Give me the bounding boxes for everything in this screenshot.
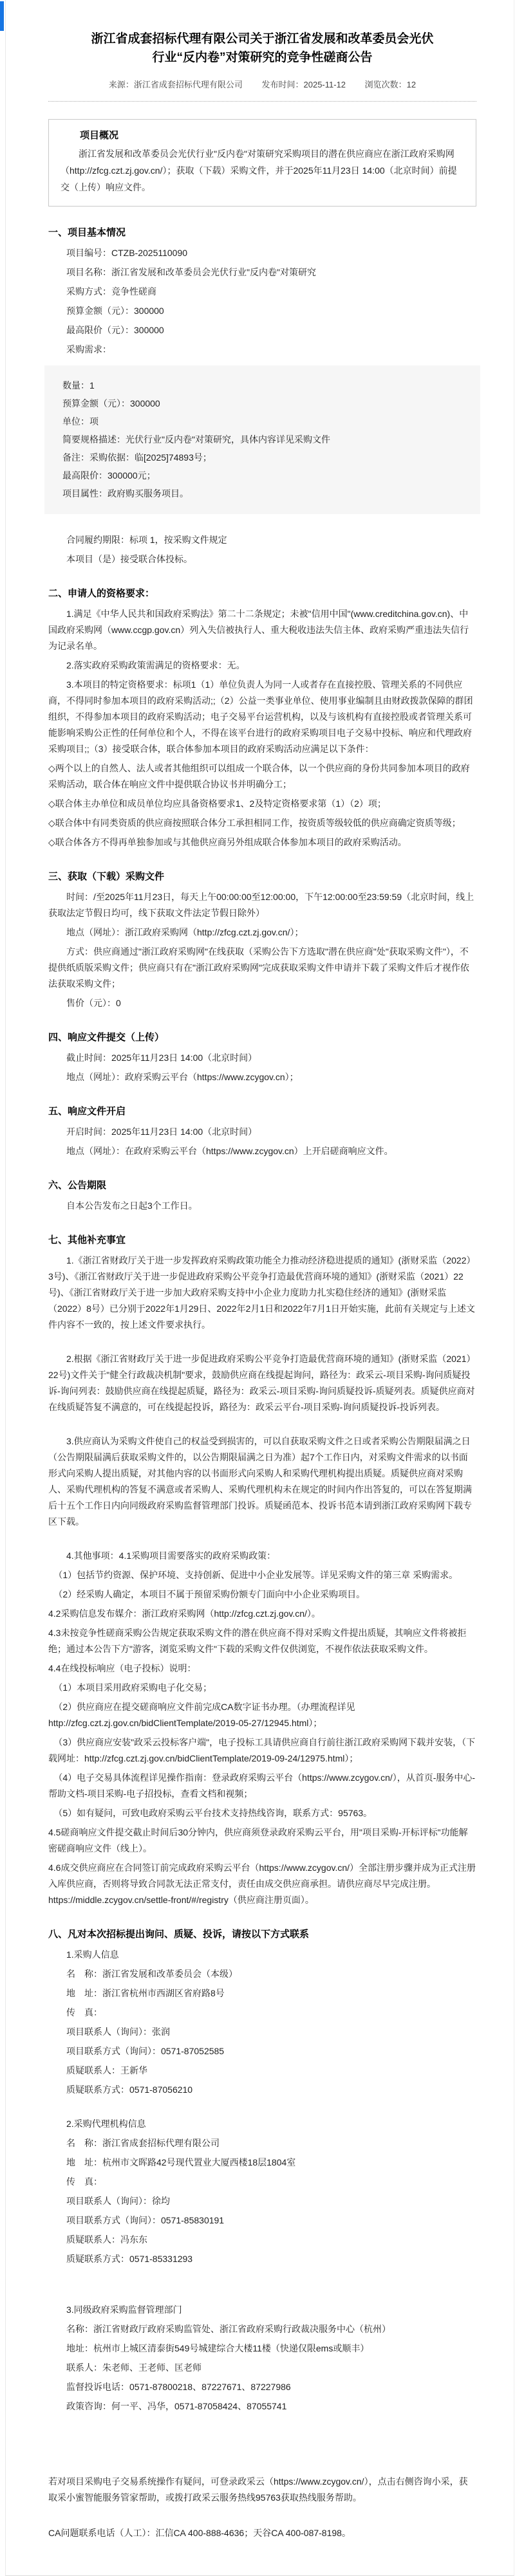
paragraph: 4.4在线投标响应（电子投标）说明： — [48, 1662, 196, 1673]
section-heading: 一、项目基本情况 — [48, 226, 126, 238]
paragraph: 1.《浙江省财政厅关于进一步发挥政府采购政策功能全力推动经济稳进提质的通知》(浙财采监（2022）3号)、《浙江省财政厅关于进一步促进政府采购公平竞争打造最优营商环境的通知》(浙财采监（2021）22号)、《浙江省财政厅关于进一步加大政府采购支持中小企业力度助力扎实稳住经济的通知》(浙财采监（2022）8号）已分别于2022年1月29日、2022年2月1日和2022年7月1日开始实施，此前有关规定与上述文件内容不一致的，按上述文件要求执行。 — [48, 1255, 476, 1330]
requirement-panel — [44, 365, 480, 514]
paragraph: 传 真： — [66, 2176, 102, 2187]
paragraph: ◇联合体各方不得再单独参加或与其他供应商另外组成联合体参加本项目的政府采购活动。 — [48, 836, 407, 847]
paragraph: 质疑联系人：冯东东 — [66, 2234, 147, 2245]
paragraph: 名 称：浙江省发展和改革委员会（本级） — [66, 1968, 238, 1979]
panel-line: 预算金额（元）：300000 — [62, 398, 160, 409]
paragraph: 截止时间：2025年11月23日 14:00（北京时间） — [66, 1052, 258, 1063]
paragraph: 4.5磋商响应文件提交截止时间后30分钟内，供应商须登录政府采购云平台，用"项目采购-开标评标"功能解密磋商响应文件（线上）。 — [48, 1826, 468, 1854]
paragraph: 地点（网址）：在政府采购云平台（https://www.zcygov.cn）上开启磋商响应文件。 — [66, 1145, 393, 1156]
paragraph: 2.采购代理机构信息 — [66, 2118, 146, 2129]
section-heading: 八、凡对本次招标提出询问、质疑、投诉，请按以下方式联系 — [48, 1928, 310, 1940]
accent-bar — [0, 1, 4, 31]
paragraph: ◇两个以上的自然人、法人或者其他组织可以组成一个联合体，以一个供应商的身份共同参加本项目的政府采购活动，联合体在响应文件中提供联合协议书并明确分工； — [48, 762, 470, 789]
paragraph: 4.其他事项：4.1采购项目需要落实的政府采购政策： — [66, 1550, 276, 1561]
section — [48, 586, 476, 851]
paragraph: 项目联系人（询问）：徐均 — [66, 2195, 170, 2206]
paragraph: （2）供应商应在提交磋商响应文件前完成CA数字证书办理。（办理流程详见http://zfcg.czt.zj.gov.cn/bidClientTemplate/2019-05-27/12945.html）； — [48, 1701, 355, 1728]
paragraph: 2.根据《浙江省财政厅关于进一步促进政府采购公平竞争打造最优营商环境的通知》(浙财采监（2021）22号)文件关于"健全行政裁决机制"要求，鼓励供应商在线提起询问，路径为：政采云-项目采购-询问质疑投诉-询问列表：鼓励供应商在线提起质疑，路径为：政采云-项目采购-询问质疑投诉-质疑列表。质疑供应商对在线质疑答复不满意的，可在线提起投诉，路径为：政采云平台-项目采购-询问质疑投诉-投诉列表。 — [48, 1353, 476, 1412]
paragraph: 地 址：杭州市文晖路42号现代置业大厦西楼18层1804室 — [66, 2157, 296, 2167]
paragraph: 名称：浙江省财政厅政府采购监管处、浙江省政府采购行政裁决服务中心（杭州） — [66, 2323, 391, 2334]
paragraph: （4）电子交易具体流程详见操作指南：登录政府采购云平台（https://www.zcygov.cn/），从首页-服务中心-帮助文档-项目采购-电子招投标，查看文档和视频； — [48, 1772, 476, 1799]
paragraph: 质疑联系人：王新华 — [66, 2065, 147, 2075]
meta-publish-date: 发布时间：2025-11-12 — [261, 79, 346, 89]
paragraph: 预算金额（元）：300000 — [66, 305, 164, 316]
paragraph: 3.本项目的特定资格要求：标项1（1）单位负责人为同一人或者存在直接控股、管理关系的不同供应商，不得同时参加本项目的政府采购活动;;（2）公益一类事业单位、使用事业编制且由财政拨款保障的群团组织，不得参加本项目的政府采购活动；电子交易平台运营机构，以及与该机构有直接控股或者管理关系可能影响采购公正性的任何单位和个人，不得在该平台进行的政府采购项目电子交易中投标、响应和代理政府采购项目;;（3）接受联合体，联合体参加本项目的政府采购活动应满足以下条件： — [48, 679, 473, 754]
paragraph: （1）包括节约资源、保护环境、支持创新、促进中小企业发展等。详见采购文件的第三章 采购需求。 — [53, 1569, 458, 1580]
project-overview-box — [48, 119, 476, 207]
meta-line — [48, 78, 476, 90]
paragraph: 项目联系方式（询问）：0571-85830191 — [66, 2214, 225, 2225]
paragraph: 项目编号：CTZB-2025110090 — [66, 247, 188, 258]
section — [48, 1927, 476, 2415]
overview-heading: 项目概况 — [80, 129, 119, 141]
paragraph: 项目名称：浙江省发展和改革委员会光伏行业"反内卷"对策研究 — [66, 266, 316, 277]
paragraph: 采购方式：竞争性磋商 — [66, 286, 156, 297]
paragraph: 质疑联系方式：0571-85331293 — [66, 2253, 193, 2264]
paragraph: 项目联系人（询问）：张润 — [66, 2026, 170, 2037]
paragraph: 合同履约期限：标项 1，按采购文件规定 — [66, 534, 227, 545]
paragraph: （5）如有疑问，可致电政府采购云平台技术支持热线咨询，联系方式：95763。 — [53, 1807, 373, 1818]
paragraph: 地 址：浙江省杭州市西湖区省府路8号 — [66, 1987, 225, 1998]
announcement-page — [5, 0, 514, 2576]
paragraph: 1.采购人信息 — [66, 1949, 119, 1960]
section — [48, 1030, 476, 1085]
dotted-divider — [48, 101, 476, 102]
paragraph: 售价（元）：0 — [66, 997, 121, 1008]
page-title: 浙江省成套招标代理有限公司关于浙江省发展和改革委员会光伏行业“反内卷”对策研究的竞争性磋商公告 — [91, 32, 434, 65]
paragraph: 1.满足《中华人民共和国政府采购法》第二十二条规定；未被"信用中国"(www.creditchina.gov.cn)、中国政府采购网（www.ccgp.gov.cn）列入失信被执行人、重大税收违法失信主体、政府采购严重违法失信行为记录名单。 — [48, 608, 469, 651]
section-heading: 四、响应文件提交（上传） — [48, 1031, 165, 1043]
paragraph: 3.供应商认为采购文件使自己的权益受到损害的，可以自获取采购文件之日或者采购公告期限届满之日（公告期限届满后获取采购文件的，以公告期限届满之日为准）起7个工作日内，对采购文件需求的以书面形式向采购人提出质疑，对其他内容的以书面形式向采购人和采购代理机构提出质疑。质疑供应商对采购人、采购代理机构的答复不满意或者采购人、采购代理机构未在规定的时间内作出答复的，可以在答复期满后十五个工作日内向同级政府采购监督管理部门投诉。质疑函范本、投诉书范本请到浙江政府采购网下载专区下载。 — [48, 1435, 472, 1527]
section-heading: 七、其他补充事宜 — [48, 1234, 126, 1246]
paragraph: 方式：供应商通过"浙江政府采购网"在线获取（采购公告下方选取"潜在供应商"处"获取采购文件"），不提供纸质版采购文件；供应商只有在"浙江政府采购网"完成获取采购文件申请并下载了采购文件后才视作依法获取采购文件； — [48, 946, 469, 989]
paragraph: 传 真： — [66, 2007, 102, 2018]
paragraph: 采购需求： — [66, 344, 111, 354]
paragraph: 2.落实政府采购政策需满足的资格要求：无。 — [66, 659, 245, 670]
panel-line: 项目属性：政府购买服务项目。 — [62, 488, 189, 499]
paragraph: 名 称：浙江省成套招标代理有限公司 — [66, 2137, 220, 2148]
section — [48, 1233, 476, 1908]
paragraph: ◇联合体中有同类资质的供应商按照联合体分工承担相同工作，按资质等级较低的供应商确定资质等级； — [48, 817, 461, 828]
panel-line: 单位：项 — [62, 416, 98, 427]
paragraph: 时间：/至2025年11月23日，每天上午00:00:00至12:00:00，下午12:00:00至23:59:59（北京时间，线上获取法定节假日均可，线下获取文件法定节假日除外） — [48, 891, 474, 918]
section — [48, 1178, 476, 1214]
section-heading: 二、申请人的资格要求： — [48, 587, 155, 599]
paragraph: 地址：杭州市上城区清泰街549号城建综合大楼11楼（快递仅限ems或顺丰） — [66, 2342, 370, 2353]
paragraph: （3）供应商应安装"政采云投标客户端"，电子投标工具请供应商自行前往浙江政府采购网下载并安装，（下载网址：http://zfcg.czt.zj.gov.cn/bidClientTemplate/2019-09-24/12975.html）； — [48, 1736, 476, 1763]
panel-line: 备注：采购依据：临[2025]74893号； — [62, 452, 212, 463]
paragraph: 监督投诉电话：0571-87800218、87227671、87227986 — [66, 2381, 291, 2392]
footer-note-help: 若对项目采购电子交易系统操作有疑问，可登录政采云（https://www.zcygov.cn/），点击右侧咨询小采，获取采小蜜智能服务管家帮助，或拨打政采云服务热线95763获取热线服务帮助。 — [48, 2476, 468, 2503]
paragraph: 地点（网址）：政府采购云平台（https://www.zcygov.cn）； — [66, 1071, 299, 1082]
paragraph: ◇联合体主办单位和成员单位均应具备资格要求1、2及特定资格要求第（1）（2）项； — [48, 798, 386, 809]
section-heading: 六、公告期限 — [48, 1179, 107, 1191]
paragraph: 地点（网址）：浙江政府采购网（http://zfcg.czt.zj.gov.cn/）； — [66, 926, 304, 937]
section-heading: 三、获取（下载）采购文件 — [48, 870, 165, 882]
paragraph: 4.3未按竞争性磋商采购公告规定获取采购文件的潜在供应商不得对采购文件提出质疑，其响应文件将被拒绝；通过本公告下方"游客，浏览采购文件"下载的采购文件仅供浏览，不视作依法获取采购文件。 — [48, 1627, 467, 1654]
paragraph: 联系人：朱老师、王老师、匡老师 — [66, 2362, 201, 2373]
paragraph: 质疑联系方式：0571-87056210 — [66, 2084, 193, 2095]
document-sections — [48, 225, 476, 2415]
panel-line: 简要规格描述：光伏行业"反内卷"对策研究，具体内容详见采购文件 — [62, 434, 330, 445]
footer-notes — [48, 2474, 476, 2541]
paragraph: 3.同级政府采购监督管理部门 — [66, 2304, 182, 2315]
section — [48, 869, 476, 1011]
paragraph: 最高限价（元）：300000 — [66, 324, 164, 335]
paragraph: 4.6成交供应商应在合同签订前完成政府采购云平台（https://www.zcygov.cn/）全部注册步骤并成为正式注册入库供应商，否则将导致合同款无法正常支付，责任由成交供应商承担。请供应商尽早完成注册。https://middle.zcygov.cn/settle-front/#/registry（供应商注册页面）。 — [48, 1862, 476, 1905]
panel-line: 最高限价：300000元； — [62, 470, 156, 481]
section — [48, 225, 476, 567]
meta-source: 来源：浙江省成套招标代理有限公司 — [108, 79, 243, 89]
overview-body: 浙江省发展和改革委员会光伏行业"反内卷"对策研究采购项目的潜在供应商应在浙江政府采购网（http://zfcg.czt.zj.gov.cn/）；获取（下载）采购文件，并于2025年11月23日 14:00（北京时间）前提交（上传）响应文件。 — [61, 148, 457, 192]
paragraph: 4.2采购信息发布媒介：浙江政府采购网（http://zfcg.czt.zj.gov.cn/）。 — [48, 1608, 321, 1619]
paragraph: 自本公告发布之日起3个工作日。 — [66, 1200, 198, 1211]
paragraph: （1）本项目采用政府采购电子化交易； — [53, 1682, 212, 1693]
meta-view-count: 浏览次数：12 — [364, 79, 417, 89]
footer-note-ca-contacts: CA问题联系电话（人工）：汇信CA 400-888-4636；天谷CA 400-087-8198。 — [48, 2527, 351, 2538]
paragraph: 本项目（是）接受联合体投标。 — [66, 553, 192, 564]
paragraph: 开启时间：2025年11月23日 14:00（北京时间） — [66, 1126, 258, 1137]
panel-line: 数量：1 — [62, 380, 95, 391]
paragraph: 项目联系方式（询问）：0571-87052585 — [66, 2045, 225, 2056]
section — [48, 1104, 476, 1159]
paragraph: （2）经采购人确定，本项目不属于预留采购份额专门面向中小企业采购项目。 — [53, 1588, 366, 1599]
paragraph: 政策咨询：何一平、冯华，0571-87058424、87055741 — [66, 2400, 287, 2411]
section-heading: 五、响应文件开启 — [48, 1105, 126, 1117]
